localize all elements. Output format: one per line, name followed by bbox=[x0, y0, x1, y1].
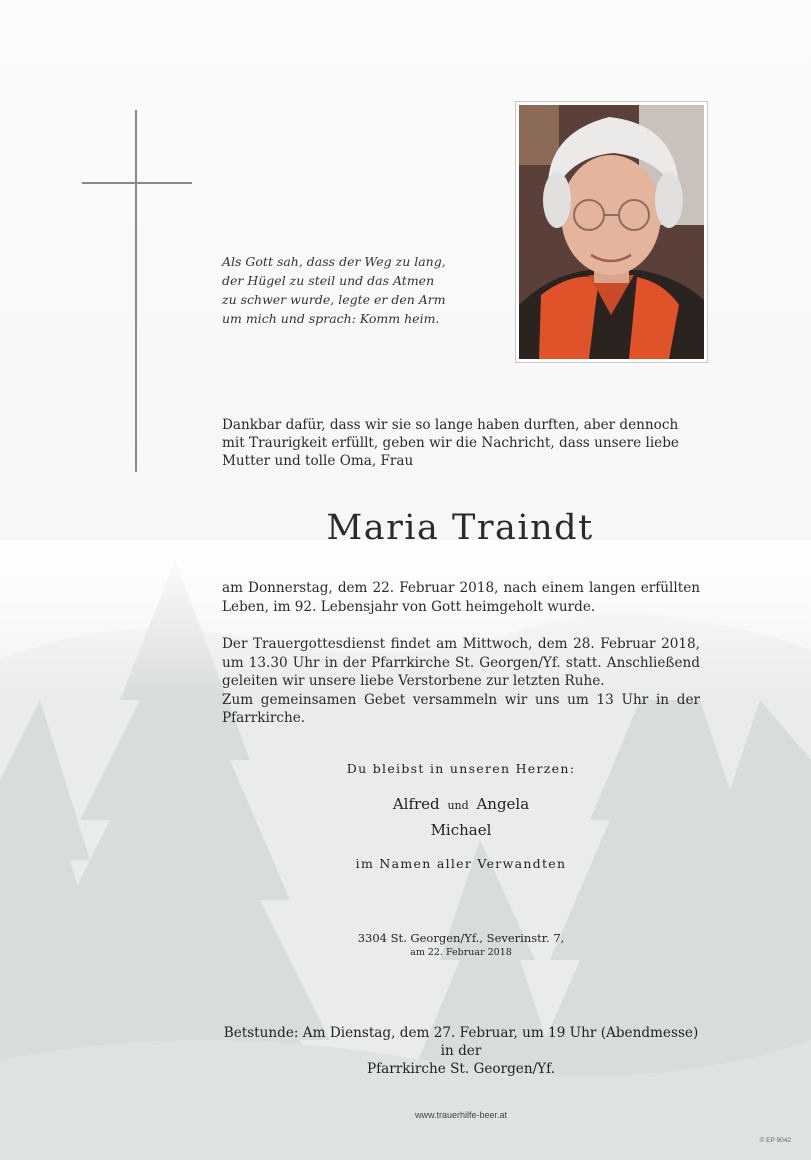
family-names-line bbox=[222, 795, 700, 813]
cross-horizontal-bar bbox=[82, 182, 192, 184]
print-code: © EP 9042 bbox=[759, 1137, 791, 1144]
funeral-service-details: Der Trauergottesdienst findet am Mittwoch, dem 28. Februar 2018, um 13.30 Uhr in der Pfarrkirche St. Georgen/Yf. statt. Anschließend geleiten wir unsere liebe Verstorbene zur letzten Ruhe. bbox=[222, 636, 700, 689]
cross-vertical-bar bbox=[135, 110, 137, 472]
date-line: am 22. Februar 2018 bbox=[410, 947, 512, 958]
prayer-hour-notice: Betstunde: Am Dienstag, dem 27. Februar, um 19 Uhr (Abendmesse) in der Pfarrkirche St. Georgen/Yf. bbox=[223, 1025, 699, 1077]
funeral-service-info bbox=[222, 635, 700, 728]
family-name-1: Alfred bbox=[392, 795, 440, 813]
portrait-photo bbox=[515, 101, 708, 363]
website-link[interactable]: www.trauerhilfe-beer.at bbox=[414, 1110, 508, 1120]
prayer-gathering-details: Zum gemeinsamen Gebet versammeln wir uns um 13 Uhr in der Pfarrkirche. bbox=[222, 691, 700, 726]
family-name-2: Angela bbox=[476, 795, 530, 813]
farewell-line: Du bleibst in unseren Herzen: bbox=[346, 761, 576, 776]
family-connector: und bbox=[447, 799, 469, 812]
memorial-poem: Als Gott sah, dass der Weg zu lang, der Hügel zu steil und das Atmen zu schwer wurde, legte er den Arm um mich und sprach: Komm heim. bbox=[222, 254, 446, 326]
address-line: 3304 St. Georgen/Yf., Severinstr. 7, bbox=[357, 931, 565, 945]
death-notice: am Donnerstag, dem 22. Februar 2018, nach einem langen erfüllten Leben, im 92. Lebensjahr von Gott heimgeholt wurde. bbox=[222, 580, 700, 615]
portrait-illustration bbox=[519, 105, 704, 359]
intro-text: Dankbar dafür, dass wir sie so lange haben durften, aber dennoch mit Traurigkeit erfüllt, geben wir die Nachricht, dass unsere liebe Mutter und tolle Oma, Frau bbox=[222, 417, 679, 469]
deceased-name: Maria Traindt bbox=[326, 508, 594, 548]
family-name-3: Michael bbox=[430, 821, 492, 839]
relatives-line: im Namen aller Verwandten bbox=[355, 856, 567, 871]
